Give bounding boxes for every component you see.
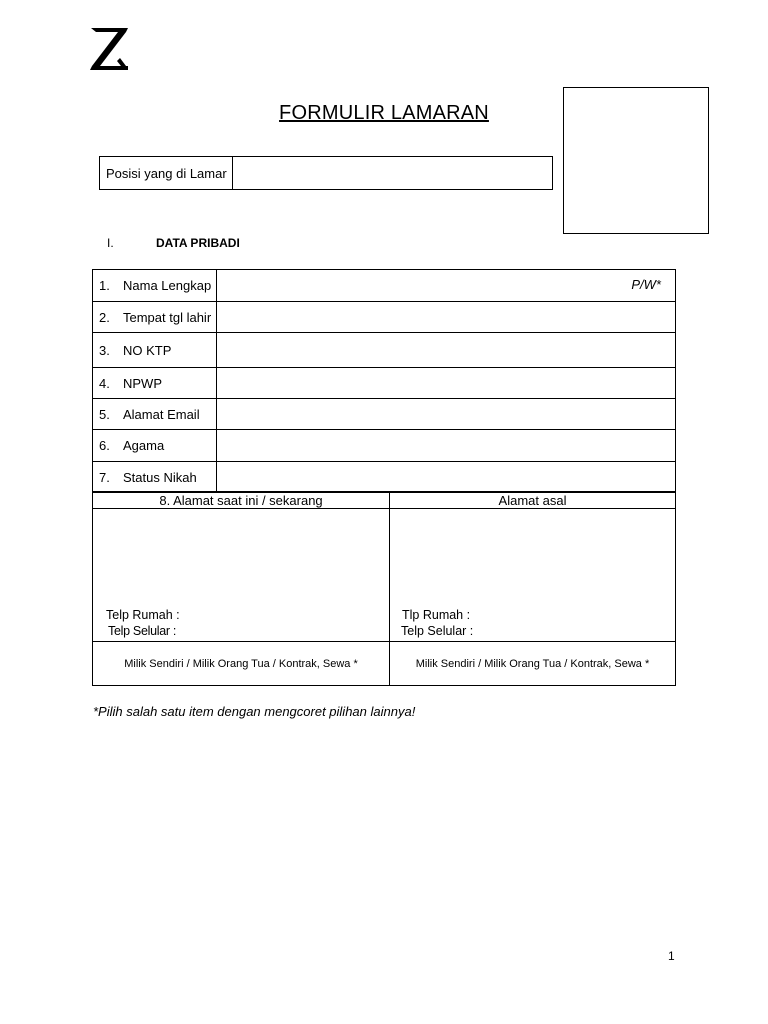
- full-name-field[interactable]: [217, 270, 675, 301]
- company-logo: [88, 26, 130, 70]
- page-number: 1: [668, 949, 675, 963]
- field-label: [93, 430, 217, 461]
- field-name: NPWP: [123, 375, 162, 391]
- table-row: [93, 302, 675, 333]
- gender-hint: P/W*: [631, 277, 661, 292]
- position-field[interactable]: [233, 157, 552, 189]
- current-ownership-options[interactable]: Milik Sendiri / Milik Orang Tua / Kontrak, Sewa *: [124, 658, 358, 670]
- current-address-header: 8. Alamat saat ini / sekarang: [159, 493, 323, 508]
- field-number: 4.: [99, 375, 110, 391]
- table-row: [93, 399, 675, 430]
- current-mobile-phone-label: Telp Selular :: [108, 624, 177, 638]
- field-name: Alamat Email: [123, 406, 200, 422]
- field-label: [93, 302, 217, 332]
- field-name: Tempat tgl lahir: [123, 309, 212, 325]
- address-table: [92, 491, 676, 686]
- field-label: [93, 333, 217, 367]
- section-number: I.: [107, 236, 114, 250]
- position-row: [99, 156, 553, 190]
- email-field[interactable]: [217, 399, 675, 429]
- field-label: [93, 399, 217, 429]
- photo-placeholder[interactable]: [563, 87, 709, 234]
- footnote: *Pilih salah satu item dengan mengcoret pilihan lainnya!: [93, 704, 416, 719]
- field-label: [93, 368, 217, 398]
- position-label: Posisi yang di Lamar: [100, 157, 233, 189]
- origin-mobile-phone-label: Telp Selular :: [401, 624, 474, 638]
- field-label: [93, 270, 217, 301]
- field-name: Status Nikah: [123, 469, 197, 485]
- current-home-phone-label: Telp Rumah :: [106, 608, 180, 622]
- table-row: [93, 368, 675, 399]
- field-number: 7.: [99, 469, 110, 485]
- field-number: 2.: [99, 309, 110, 325]
- birth-place-date-field[interactable]: [217, 302, 675, 332]
- table-row: [93, 333, 675, 368]
- origin-address-header: Alamat asal: [498, 493, 567, 508]
- personal-data-table: [92, 269, 676, 493]
- table-row: [93, 430, 675, 462]
- field-label: [93, 462, 217, 492]
- field-number: 3.: [99, 342, 110, 358]
- origin-home-phone-label: Tlp Rumah :: [402, 608, 471, 622]
- ktp-field[interactable]: [217, 333, 675, 367]
- table-row: [93, 462, 675, 492]
- field-number: 5.: [99, 406, 110, 422]
- table-row: [93, 270, 675, 302]
- marital-status-field[interactable]: [217, 462, 675, 492]
- form-title: FORMULIR LAMARAN: [279, 102, 489, 124]
- field-name: Nama Lengkap: [123, 278, 212, 293]
- field-name: NO KTP: [123, 342, 172, 358]
- religion-field[interactable]: [217, 430, 675, 461]
- field-number: 1.: [99, 278, 110, 293]
- field-number: 6.: [99, 438, 110, 453]
- section-title: DATA PRIBADI: [156, 236, 240, 250]
- field-name: Agama: [123, 438, 165, 453]
- origin-ownership-options[interactable]: Milik Sendiri / Milik Orang Tua / Kontrak, Sewa *: [415, 658, 650, 670]
- npwp-field[interactable]: [217, 368, 675, 398]
